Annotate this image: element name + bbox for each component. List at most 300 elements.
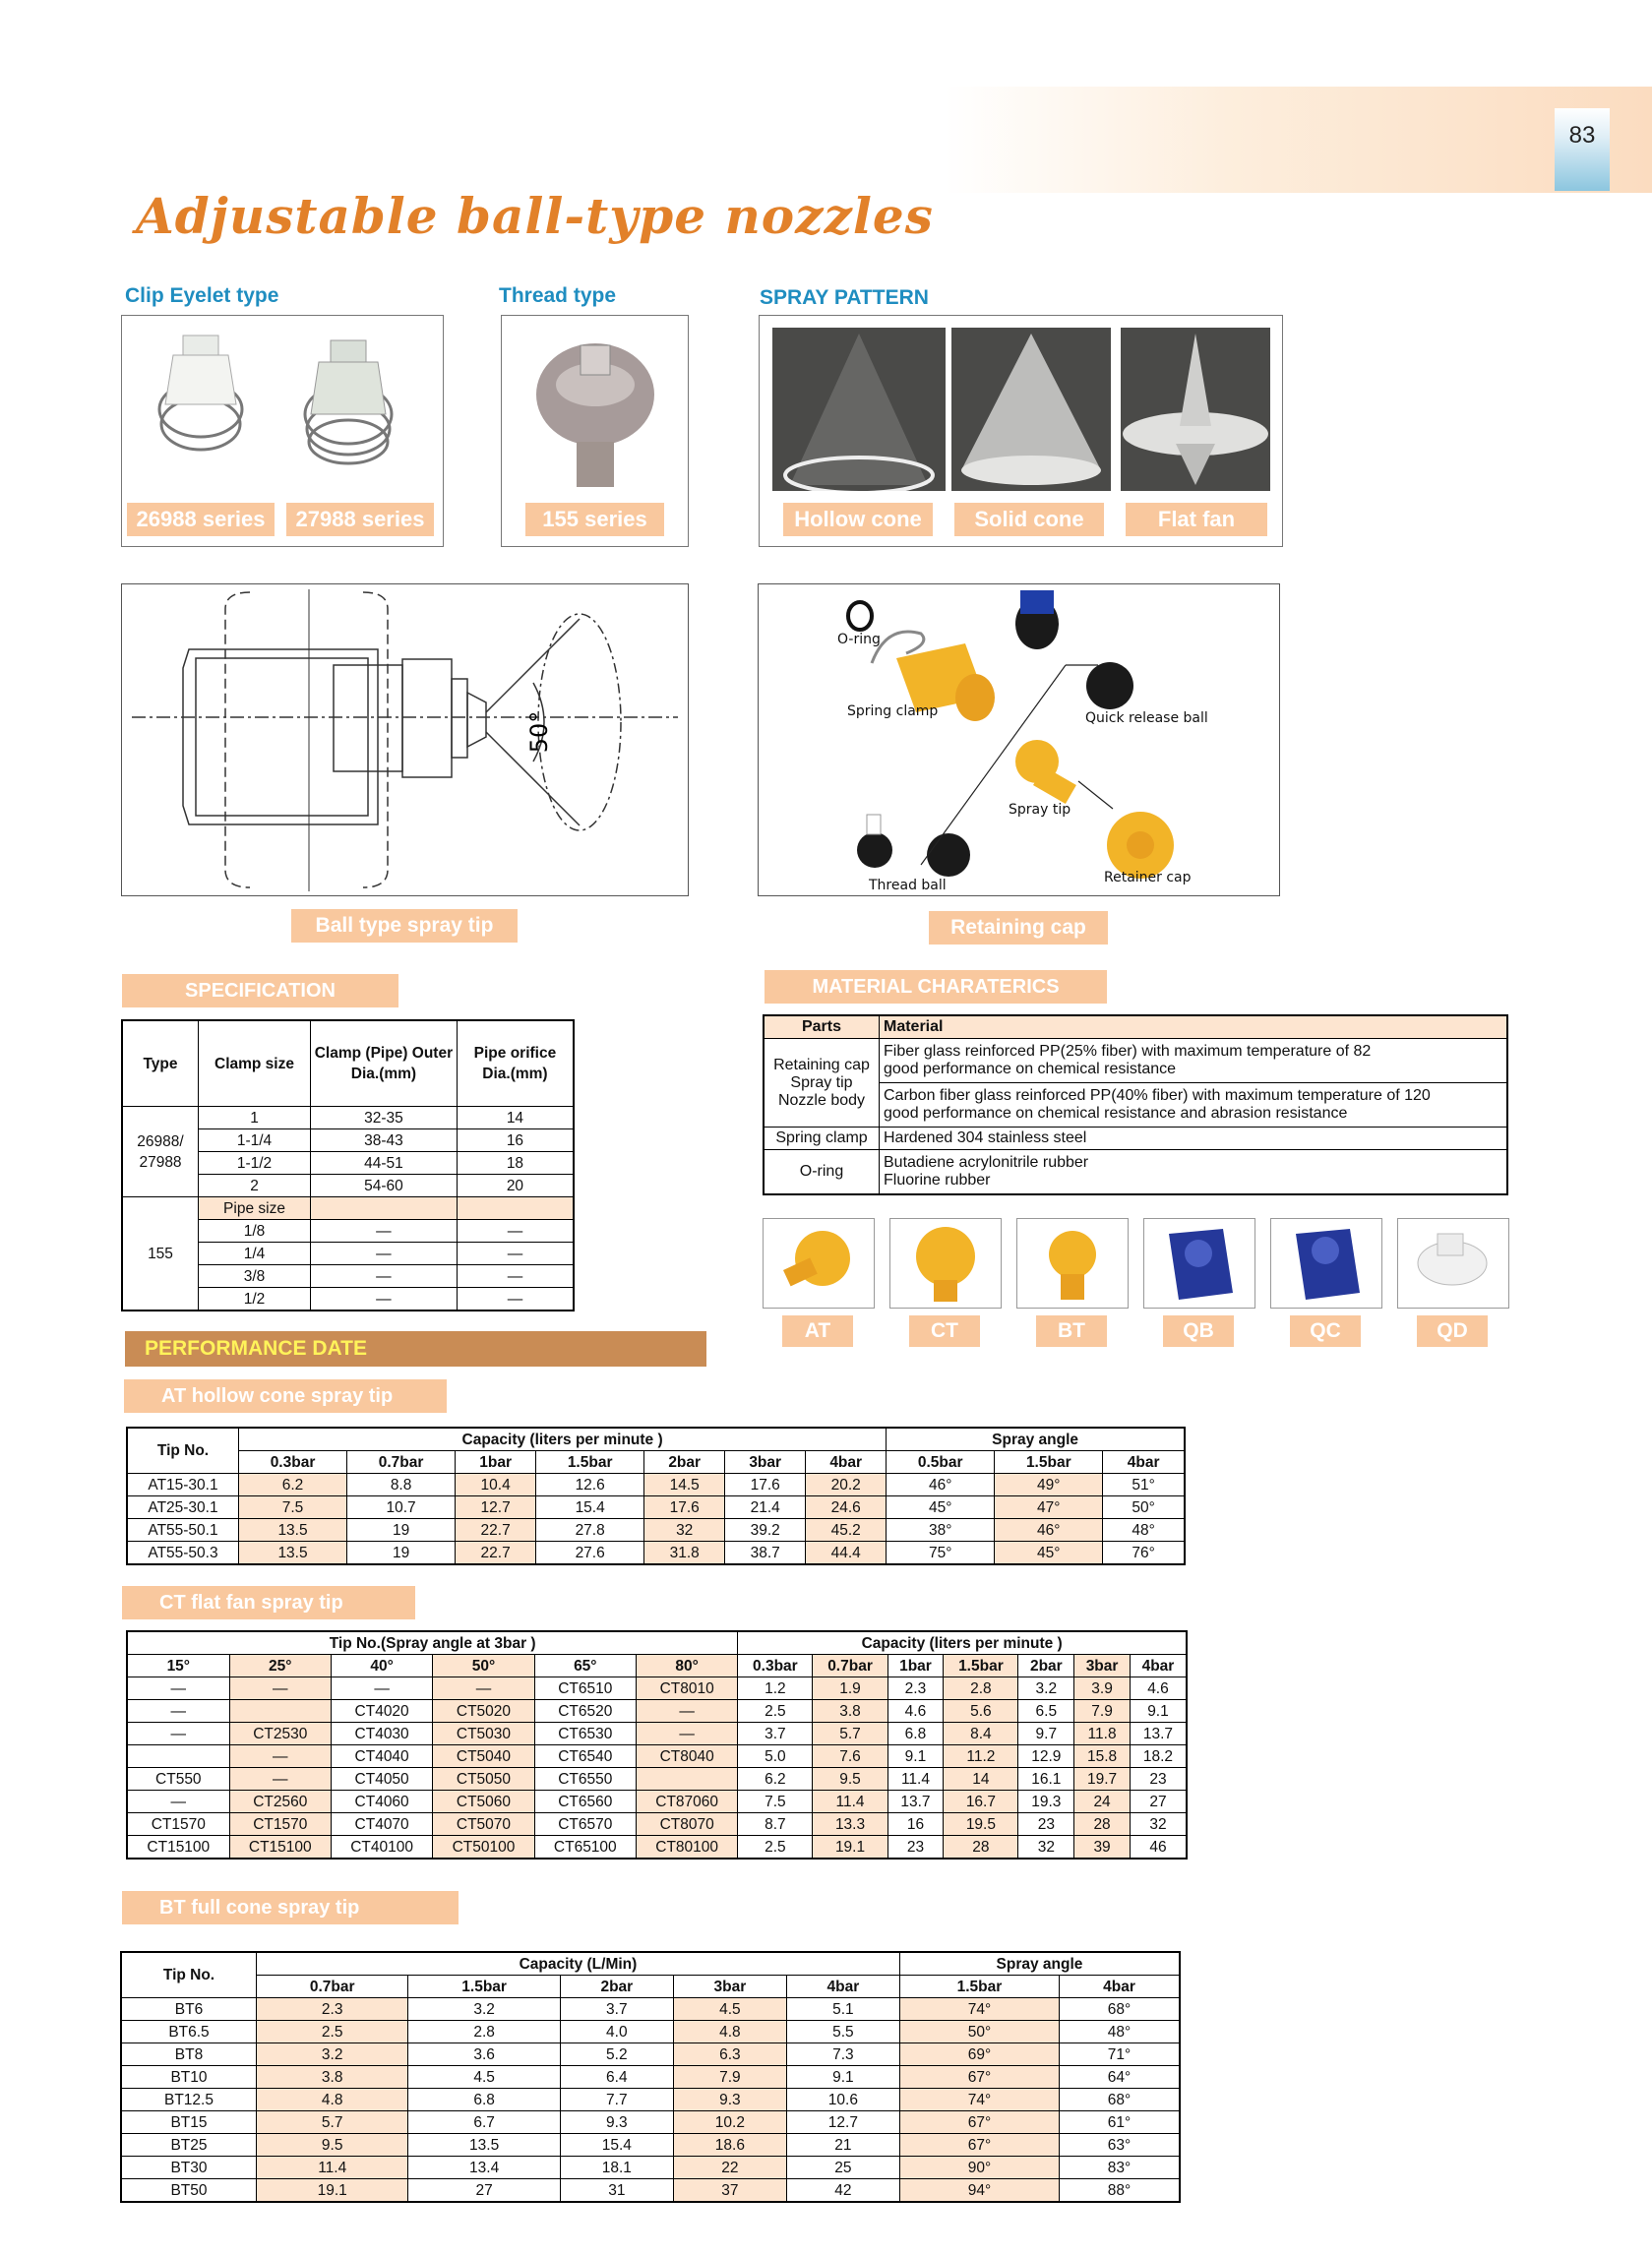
bt-value-cell: 94° xyxy=(899,2179,1059,2203)
bt-value-cell: 74° xyxy=(899,2089,1059,2111)
ct-tip-cell: CT5040 xyxy=(433,1745,534,1768)
tip-qd-label: QD xyxy=(1417,1315,1488,1347)
material-line: good performance on chemical resistance and abrasion resistance xyxy=(884,1105,1348,1122)
ct-tip-cell xyxy=(636,1768,737,1791)
ct-value-cell: 16.7 xyxy=(944,1791,1018,1813)
bt-value-cell: 18.1 xyxy=(560,2157,673,2179)
at-value-cell: 17.6 xyxy=(644,1496,725,1519)
ct-value-cell: 2.5 xyxy=(738,1836,813,1860)
bt-tip-cell: BT6 xyxy=(121,1998,257,2021)
bt-value-cell: 4.5 xyxy=(408,2066,560,2089)
at-tip-cell: AT55-50.1 xyxy=(127,1519,239,1542)
ct-capacity-col: 2bar xyxy=(1018,1655,1074,1677)
at-tip-cell: AT25-30.1 xyxy=(127,1496,239,1519)
at-value-cell: 19 xyxy=(347,1542,456,1565)
ct-tip-cell: — xyxy=(127,1700,229,1723)
spec-col-orifice: Pipe orifice Dia.(mm) xyxy=(457,1020,574,1107)
ct-tip-cell: — xyxy=(636,1723,737,1745)
ct-tip-cell: CT5070 xyxy=(433,1813,534,1836)
bt-value-cell: 63° xyxy=(1060,2134,1180,2157)
ct-value-cell: 11.2 xyxy=(944,1745,1018,1768)
bt-value-cell: 2.3 xyxy=(257,1998,408,2021)
table-row xyxy=(127,1813,1187,1836)
bt-value-cell: 10.2 xyxy=(673,2111,786,2134)
bt-value-cell: 12.7 xyxy=(786,2111,899,2134)
series-155-label: 155 series xyxy=(525,503,664,536)
ct-value-cell: 32 xyxy=(1018,1836,1074,1860)
ct-value-cell: 3.8 xyxy=(813,1700,887,1723)
at-value-cell: 8.8 xyxy=(347,1474,456,1496)
at-value-cell: 46° xyxy=(995,1519,1103,1542)
bt-tip-cell: BT15 xyxy=(121,2111,257,2134)
spec-cell: 14 xyxy=(457,1107,574,1129)
spec-col-outer-dia: Clamp (Pipe) Outer Dia.(mm) xyxy=(310,1020,457,1107)
ct-tip-cell: CT4060 xyxy=(331,1791,432,1813)
spec-cell: — xyxy=(310,1288,457,1311)
ct-value-cell: 8.4 xyxy=(944,1723,1018,1745)
ct-tip-cell: — xyxy=(229,1677,331,1700)
ct-value-cell: 9.1 xyxy=(1130,1700,1187,1723)
bt-value-cell: 68° xyxy=(1060,2089,1180,2111)
material-line: Fluorine rubber xyxy=(884,1172,991,1189)
at-capacity-col: 0.7bar xyxy=(347,1451,456,1474)
bt-value-cell: 2.8 xyxy=(408,2021,560,2043)
at-value-cell: 45.2 xyxy=(806,1519,887,1542)
table-row xyxy=(121,2111,1180,2134)
ct-value-cell: 7.6 xyxy=(813,1745,887,1768)
at-col-tip: Tip No. xyxy=(127,1428,239,1474)
bt-capacity-col: 3bar xyxy=(673,1976,786,1998)
at-value-cell: 46° xyxy=(887,1474,995,1496)
bt-value-cell: 11.4 xyxy=(257,2157,408,2179)
ct-value-cell: 28 xyxy=(944,1836,1018,1860)
ct-tip-cell: CT65100 xyxy=(534,1836,636,1860)
ct-capacity-col: 3bar xyxy=(1074,1655,1131,1677)
spec-cell: — xyxy=(457,1243,574,1265)
bt-value-cell: 13.4 xyxy=(408,2157,560,2179)
table-row xyxy=(121,2157,1180,2179)
retaining-cap-caption: Retaining cap xyxy=(929,911,1108,945)
ct-tip-cell: — xyxy=(127,1791,229,1813)
ct-value-cell: 5.0 xyxy=(738,1745,813,1768)
at-capacity-col: 4bar xyxy=(806,1451,887,1474)
ct-tip-cell: CT5050 xyxy=(433,1768,534,1791)
performance-heading: PERFORMANCE DATE xyxy=(125,1331,706,1367)
bt-value-cell: 5.2 xyxy=(560,2043,673,2066)
bt-performance-table xyxy=(120,1951,1181,2203)
bt-angle-col: 1.5bar xyxy=(899,1976,1059,1998)
spec-cell: 1-1/4 xyxy=(199,1129,311,1152)
bt-value-cell: 25 xyxy=(786,2157,899,2179)
bt-value-cell: 64° xyxy=(1060,2066,1180,2089)
ct-tip-cell: — xyxy=(229,1745,331,1768)
bt-value-cell: 2.5 xyxy=(257,2021,408,2043)
bt-value-cell: 31 xyxy=(560,2179,673,2203)
spray-tip-callout: Spray tip xyxy=(1009,802,1071,818)
ct-value-cell: 8.7 xyxy=(738,1813,813,1836)
ct-value-cell: 6.5 xyxy=(1018,1700,1074,1723)
spec-cell: 16 xyxy=(457,1129,574,1152)
at-value-cell: 6.2 xyxy=(239,1474,347,1496)
table-row xyxy=(121,2066,1180,2089)
at-value-cell: 38.7 xyxy=(725,1542,806,1565)
at-value-cell: 10.7 xyxy=(347,1496,456,1519)
material-part-spring: Spring clamp xyxy=(764,1128,880,1150)
ct-value-cell: 23 xyxy=(887,1836,944,1860)
ct-tip-cell: CT4040 xyxy=(331,1745,432,1768)
bt-capacity-header: Capacity (L/Min) xyxy=(257,1952,900,1976)
ct-tip-cell: CT5030 xyxy=(433,1723,534,1745)
ct-value-cell: 13.7 xyxy=(1130,1723,1187,1745)
ct-tip-cell: CT6520 xyxy=(534,1700,636,1723)
bt-value-cell: 61° xyxy=(1060,2111,1180,2134)
ct-value-cell: 2.8 xyxy=(944,1677,1018,1700)
ct-tip-cell: CT4070 xyxy=(331,1813,432,1836)
clip-eyelet-heading: Clip Eyelet type xyxy=(125,284,279,307)
ct-value-cell: 19.7 xyxy=(1074,1768,1131,1791)
at-value-cell: 10.4 xyxy=(456,1474,536,1496)
ct-value-cell: 3.2 xyxy=(1018,1677,1074,1700)
hollow-cone-label: Hollow cone xyxy=(783,503,933,536)
at-angle-header: Spray angle xyxy=(887,1428,1185,1451)
ct-value-cell: 9.5 xyxy=(813,1768,887,1791)
ct-tip-cell: — xyxy=(433,1677,534,1700)
ct-tip-cell: CT2560 xyxy=(229,1791,331,1813)
spring-clamp-callout: Spring clamp xyxy=(847,703,939,719)
at-value-cell: 50° xyxy=(1103,1496,1185,1519)
ct-tip-cell: — xyxy=(636,1700,737,1723)
bt-tip-cell: BT12.5 xyxy=(121,2089,257,2111)
ct-tip-cell: CT4030 xyxy=(331,1723,432,1745)
ct-value-cell: 27 xyxy=(1130,1791,1187,1813)
at-value-cell: 48° xyxy=(1103,1519,1185,1542)
bt-value-cell: 9.3 xyxy=(673,2089,786,2111)
ct-capacity-col: 0.3bar xyxy=(738,1655,813,1677)
ct-tip-cell: CT80100 xyxy=(636,1836,737,1860)
ct-tip-cell: — xyxy=(331,1677,432,1700)
hollow-cone-photo xyxy=(772,328,946,491)
at-capacity-header: Capacity (liters per minute ) xyxy=(239,1428,887,1451)
spec-col-type: Type xyxy=(122,1020,199,1107)
spec-cell: 1/4 xyxy=(199,1243,311,1265)
bt-value-cell: 9.1 xyxy=(786,2066,899,2089)
solid-cone-photo xyxy=(951,328,1111,491)
at-value-cell: 32 xyxy=(644,1519,725,1542)
table-row xyxy=(127,1496,1185,1519)
material-part-oring: O-ring xyxy=(764,1150,880,1195)
bt-table-heading: BT full cone spray tip xyxy=(122,1891,459,1924)
bt-value-cell: 67° xyxy=(899,2134,1059,2157)
bt-value-cell: 67° xyxy=(899,2111,1059,2134)
ct-tip-cell: CT50100 xyxy=(433,1836,534,1860)
ct-value-cell: 19.3 xyxy=(1018,1791,1074,1813)
bt-value-cell: 6.8 xyxy=(408,2089,560,2111)
spec-cell: — xyxy=(457,1288,574,1311)
spec-cell: 1/8 xyxy=(199,1220,311,1243)
spec-cell: — xyxy=(457,1265,574,1288)
material-heading: MATERIAL CHARATERICS xyxy=(765,970,1107,1004)
bt-value-cell: 42 xyxy=(786,2179,899,2203)
ct-value-cell: 3.7 xyxy=(738,1723,813,1745)
ct-value-cell: 2.3 xyxy=(887,1677,944,1700)
ct-value-cell: 11.4 xyxy=(887,1768,944,1791)
bt-tip-cell: BT25 xyxy=(121,2134,257,2157)
at-value-cell: 12.7 xyxy=(456,1496,536,1519)
at-value-cell: 13.5 xyxy=(239,1519,347,1542)
page-number: 83 xyxy=(1555,108,1610,191)
ct-tip-cell: — xyxy=(229,1768,331,1791)
table-row xyxy=(127,1836,1187,1860)
material-line: good performance on chemical resistance xyxy=(884,1061,1177,1077)
at-capacity-col: 0.3bar xyxy=(239,1451,347,1474)
ct-tip-cell: CT6550 xyxy=(534,1768,636,1791)
bt-value-cell: 4.8 xyxy=(673,2021,786,2043)
table-row xyxy=(127,1791,1187,1813)
series-26988-label: 26988 series xyxy=(127,503,275,536)
at-capacity-col: 3bar xyxy=(725,1451,806,1474)
bt-value-cell: 27 xyxy=(408,2179,560,2203)
at-tip-cell: AT55-50.3 xyxy=(127,1542,239,1565)
bt-value-cell: 9.5 xyxy=(257,2134,408,2157)
ct-value-cell: 16 xyxy=(887,1813,944,1836)
bt-value-cell: 83° xyxy=(1060,2157,1180,2179)
material-line: Carbon fiber glass reinforced PP(40% fiber) with maximum temperature of 120 xyxy=(884,1087,1431,1104)
flat-fan-label: Flat fan xyxy=(1126,503,1267,536)
ct-tip-cell: CT87060 xyxy=(636,1791,737,1813)
bt-value-cell: 67° xyxy=(899,2066,1059,2089)
ct-value-cell: 19.1 xyxy=(813,1836,887,1860)
at-value-cell: 27.8 xyxy=(536,1519,644,1542)
ct-tip-cell: CT4050 xyxy=(331,1768,432,1791)
at-table-heading: AT hollow cone spray tip xyxy=(124,1379,447,1413)
bt-value-cell: 6.4 xyxy=(560,2066,673,2089)
ct-tip-cell: CT6570 xyxy=(534,1813,636,1836)
ct-value-cell: 5.6 xyxy=(944,1700,1018,1723)
spray-pattern-panel xyxy=(759,315,1283,547)
table-row xyxy=(121,2021,1180,2043)
thread-nozzle-image xyxy=(502,316,688,503)
ct-value-cell: 6.8 xyxy=(887,1723,944,1745)
ct-value-cell: 13.3 xyxy=(813,1813,887,1836)
tip-qc-label: QC xyxy=(1290,1315,1361,1347)
tip-ct-image xyxy=(889,1218,1002,1309)
spec-cell: — xyxy=(310,1265,457,1288)
spec-col-clamp-size: Clamp size xyxy=(199,1020,311,1107)
table-row xyxy=(127,1700,1187,1723)
bt-value-cell: 4.5 xyxy=(673,1998,786,2021)
thread-type-panel xyxy=(501,315,689,547)
spec-cell: 20 xyxy=(457,1175,574,1197)
bt-value-cell: 7.9 xyxy=(673,2066,786,2089)
at-value-cell: 19 xyxy=(347,1519,456,1542)
bt-value-cell: 5.7 xyxy=(257,2111,408,2134)
ct-tip-cell: CT15100 xyxy=(229,1836,331,1860)
table-row xyxy=(121,1998,1180,2021)
bt-value-cell: 3.6 xyxy=(408,2043,560,2066)
bt-value-cell: 3.7 xyxy=(560,1998,673,2021)
at-angle-col: 1.5bar xyxy=(995,1451,1103,1474)
bt-capacity-col: 1.5bar xyxy=(408,1976,560,1998)
at-value-cell: 45° xyxy=(887,1496,995,1519)
at-value-cell: 31.8 xyxy=(644,1542,725,1565)
tip-at-image xyxy=(763,1218,875,1309)
ct-tip-cell: CT1570 xyxy=(229,1813,331,1836)
ct-value-cell: 24 xyxy=(1074,1791,1131,1813)
ct-value-cell: 39 xyxy=(1074,1836,1131,1860)
spec-empty-cell xyxy=(310,1197,457,1220)
page-title: Adjustable ball-type nozzles xyxy=(136,187,934,245)
ct-tip-col: 40° xyxy=(331,1655,432,1677)
spec-cell: — xyxy=(457,1220,574,1243)
at-value-cell: 13.5 xyxy=(239,1542,347,1565)
spec-pipe-size-header: Pipe size xyxy=(199,1197,311,1220)
ct-value-cell: 2.5 xyxy=(738,1700,813,1723)
ct-tip-col: 65° xyxy=(534,1655,636,1677)
ct-tip-cell xyxy=(127,1745,229,1768)
bt-value-cell: 74° xyxy=(899,1998,1059,2021)
at-capacity-col: 1bar xyxy=(456,1451,536,1474)
ct-tip-cell: CT6530 xyxy=(534,1723,636,1745)
ct-tip-cell: CT40100 xyxy=(331,1836,432,1860)
spec-type-cell: 155 xyxy=(122,1197,199,1311)
spec-empty-cell xyxy=(457,1197,574,1220)
bt-tip-cell: BT10 xyxy=(121,2066,257,2089)
spec-cell: 44-51 xyxy=(310,1152,457,1175)
spec-cell: 3/8 xyxy=(199,1265,311,1288)
at-value-cell: 51° xyxy=(1103,1474,1185,1496)
ct-value-cell: 9.7 xyxy=(1018,1723,1074,1745)
header-band xyxy=(945,87,1652,193)
at-angle-col: 0.5bar xyxy=(887,1451,995,1474)
spec-type-cell: 26988/ 27988 xyxy=(122,1107,199,1197)
table-row xyxy=(121,2179,1180,2203)
table-row xyxy=(127,1474,1185,1496)
ct-value-cell: 9.1 xyxy=(887,1745,944,1768)
specification-table xyxy=(121,1019,575,1311)
bt-value-cell: 6.3 xyxy=(673,2043,786,2066)
bt-capacity-col: 2bar xyxy=(560,1976,673,1998)
at-value-cell: 47° xyxy=(995,1496,1103,1519)
bt-tip-cell: BT6.5 xyxy=(121,2021,257,2043)
bt-capacity-col: 0.7bar xyxy=(257,1976,408,1998)
table-row xyxy=(127,1723,1187,1745)
spec-cell: 38-43 xyxy=(310,1129,457,1152)
spray-pattern-heading: SPRAY PATTERN xyxy=(760,286,929,309)
bt-value-cell: 9.3 xyxy=(560,2111,673,2134)
ct-tip-cell: CT5020 xyxy=(433,1700,534,1723)
ct-value-cell: 13.7 xyxy=(887,1791,944,1813)
ct-capacity-header: Capacity (liters per minute ) xyxy=(738,1631,1187,1655)
ct-performance-table xyxy=(126,1630,1188,1860)
spec-cell: 1/2 xyxy=(199,1288,311,1311)
ct-tip-cell: CT4020 xyxy=(331,1700,432,1723)
ct-tip-cell: CT5060 xyxy=(433,1791,534,1813)
table-row xyxy=(121,2134,1180,2157)
bt-value-cell: 7.7 xyxy=(560,2089,673,2111)
bt-value-cell: 6.7 xyxy=(408,2111,560,2134)
ct-capacity-col: 0.7bar xyxy=(813,1655,887,1677)
bt-value-cell: 3.2 xyxy=(257,2043,408,2066)
at-value-cell: 76° xyxy=(1103,1542,1185,1565)
ct-tip-cell: CT1570 xyxy=(127,1813,229,1836)
tip-at-label: AT xyxy=(782,1315,853,1347)
table-row xyxy=(121,2043,1180,2066)
material-line: Butadiene acrylonitrile rubber xyxy=(884,1154,1089,1171)
ct-tip-cell: CT6510 xyxy=(534,1677,636,1700)
ct-tip-cell: — xyxy=(127,1677,229,1700)
table-row xyxy=(127,1768,1187,1791)
ct-value-cell: 23 xyxy=(1130,1768,1187,1791)
at-value-cell: 22.7 xyxy=(456,1542,536,1565)
bt-value-cell: 37 xyxy=(673,2179,786,2203)
ball-type-caption: Ball type spray tip xyxy=(291,909,518,943)
material-part-body: Retaining cap Spray tip Nozzle body xyxy=(764,1039,880,1128)
material-line: Hardened 304 stainless steel xyxy=(880,1128,1508,1150)
spec-row xyxy=(122,1107,574,1129)
spec-cell: — xyxy=(310,1243,457,1265)
ct-value-cell: 12.9 xyxy=(1018,1745,1074,1768)
at-capacity-col: 2bar xyxy=(644,1451,725,1474)
at-capacity-col: 1.5bar xyxy=(536,1451,644,1474)
tip-qb-image xyxy=(1143,1218,1255,1309)
ct-value-cell: 4.6 xyxy=(1130,1677,1187,1700)
ct-value-cell: 14 xyxy=(944,1768,1018,1791)
bt-value-cell: 4.8 xyxy=(257,2089,408,2111)
bt-value-cell: 90° xyxy=(899,2157,1059,2179)
oring-callout: O-ring xyxy=(837,632,881,647)
table-row xyxy=(121,2089,1180,2111)
tip-qc-image xyxy=(1270,1218,1382,1309)
bt-value-cell: 68° xyxy=(1060,1998,1180,2021)
thread-ball-callout: Thread ball xyxy=(869,878,947,893)
ct-tip-cell: CT8010 xyxy=(636,1677,737,1700)
ct-tip-col: 50° xyxy=(433,1655,534,1677)
bt-value-cell: 19.1 xyxy=(257,2179,408,2203)
specification-heading: SPECIFICATION xyxy=(122,974,398,1007)
retainer-cap-callout: Retainer cap xyxy=(1104,870,1192,885)
table-row xyxy=(127,1745,1187,1768)
ct-value-cell: 15.8 xyxy=(1074,1745,1131,1768)
ct-capacity-col: 4bar xyxy=(1130,1655,1187,1677)
ct-tip-col: 80° xyxy=(636,1655,737,1677)
ct-table-heading: CT flat fan spray tip xyxy=(122,1586,415,1619)
ct-value-cell: 6.2 xyxy=(738,1768,813,1791)
tip-type-gallery xyxy=(763,1218,1510,1351)
spec-cell: 54-60 xyxy=(310,1175,457,1197)
at-value-cell: 38° xyxy=(887,1519,995,1542)
at-value-cell: 44.4 xyxy=(806,1542,887,1565)
bt-col-tip: Tip No. xyxy=(121,1952,257,1998)
at-value-cell: 17.6 xyxy=(725,1474,806,1496)
ct-value-cell: 32 xyxy=(1130,1813,1187,1836)
bt-angle-header: Spray angle xyxy=(899,1952,1180,1976)
ct-value-cell: 28 xyxy=(1074,1813,1131,1836)
bt-value-cell: 5.5 xyxy=(786,2021,899,2043)
at-value-cell: 22.7 xyxy=(456,1519,536,1542)
spec-cell: 32-35 xyxy=(310,1107,457,1129)
material-line: Fiber glass reinforced PP(25% fiber) with maximum temperature of 82 xyxy=(884,1043,1372,1060)
ct-tip-col: 15° xyxy=(127,1655,229,1677)
ct-value-cell: 3.9 xyxy=(1074,1677,1131,1700)
table-row xyxy=(127,1677,1187,1700)
spec-cell: 18 xyxy=(457,1152,574,1175)
ct-tip-header: Tip No.(Spray angle at 3bar ) xyxy=(127,1631,738,1655)
ct-capacity-col: 1bar xyxy=(887,1655,944,1677)
at-value-cell: 20.2 xyxy=(806,1474,887,1496)
bt-value-cell: 3.2 xyxy=(408,1998,560,2021)
bt-capacity-col: 4bar xyxy=(786,1976,899,1998)
ct-tip-cell: CT550 xyxy=(127,1768,229,1791)
